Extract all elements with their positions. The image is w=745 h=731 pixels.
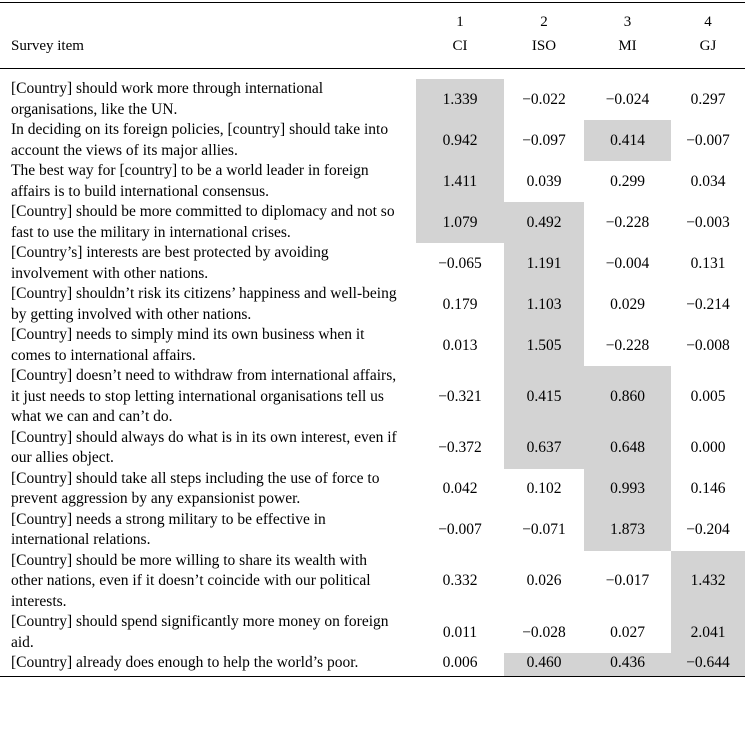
loading-cell-mi: −0.228	[605, 213, 650, 231]
table-row	[0, 325, 745, 366]
survey-item-text: [Country] should spend significantly more money on foreign aid.	[11, 613, 389, 651]
loading-cell-gj: 0.131	[690, 254, 726, 272]
loading-cell-ci: 0.042	[442, 480, 478, 497]
loading-cell-iso: −0.022	[522, 90, 566, 108]
loading-cell-iso: 0.460	[504, 653, 584, 676]
column-abbr: GJ	[699, 38, 717, 54]
loading-cell-iso: −0.097	[522, 131, 566, 149]
loading-cell-mi: 0.029	[610, 295, 645, 313]
loading-cell-ci: 0.011	[442, 623, 478, 641]
bottom-rule	[0, 676, 745, 677]
loading-cell-gj: 0.297	[690, 90, 726, 108]
column-header-gj	[671, 3, 745, 69]
loading-cell-mi: 0.027	[610, 623, 645, 641]
table-row	[0, 243, 745, 284]
loading-cell-gj: 1.432	[671, 551, 745, 613]
loading-cell-iso: 0.039	[526, 172, 562, 190]
loading-cell-ci: 0.179	[442, 295, 478, 313]
loading-cell-ci: 1.079	[416, 202, 504, 243]
column-abbr: CI	[452, 38, 468, 54]
loading-cell-iso: 0.102	[526, 480, 562, 497]
table-row	[0, 653, 745, 676]
loading-cell-iso: 0.637	[504, 428, 584, 469]
survey-item-text: [Country’s] interests are best protected by avoiding involvement with other nations.	[11, 244, 329, 282]
column-abbr: MI	[618, 38, 637, 54]
loading-cell-iso: 0.026	[526, 572, 562, 590]
loading-cell-gj: 2.041	[671, 612, 745, 653]
table-row	[0, 428, 745, 469]
table-row	[0, 510, 745, 551]
survey-item-text: [Country] should take all steps including the use of force to prevent aggression by any expansionist power.	[11, 469, 380, 507]
loading-cell-ci: −0.321	[438, 387, 482, 405]
table-row	[0, 366, 745, 428]
survey-item-text: The best way for [country] to be a world leader in foreign affairs is to build international consensus.	[11, 162, 369, 200]
table-row	[0, 161, 745, 202]
loading-cell-iso: −0.028	[522, 623, 566, 641]
loading-cell-ci: 0.006	[442, 654, 478, 672]
loading-cell-ci: −0.007	[438, 521, 482, 538]
loading-cell-gj: −0.007	[686, 131, 730, 149]
loading-cell-gj: 0.000	[690, 439, 726, 456]
column-header-ci	[416, 3, 504, 69]
table-row	[0, 79, 745, 120]
loading-cell-mi: 0.436	[584, 653, 671, 676]
column-number: 4	[704, 14, 712, 30]
table-row	[0, 202, 745, 243]
loading-cell-mi: −0.004	[605, 254, 650, 272]
loading-cell-iso: −0.071	[522, 521, 566, 538]
survey-item-header: Survey item	[0, 3, 416, 69]
loading-cell-mi: 0.993	[584, 469, 671, 510]
survey-item-text: [Country] shouldn’t risk its citizens’ happiness and well-being by getting involved with other nations.	[11, 285, 397, 323]
survey-item-text: [Country] should always do what is in its own interest, even if our allies object.	[11, 428, 397, 466]
header-spacer	[0, 69, 745, 80]
table-row	[0, 120, 745, 161]
loading-cell-mi: −0.017	[605, 572, 650, 590]
loading-cell-iso: 1.103	[504, 284, 584, 325]
survey-item-text: [Country] needs a strong military to be effective in international relations.	[11, 510, 326, 548]
table-row	[0, 612, 745, 653]
survey-item-text: [Country] doesn’t need to withdraw from international affairs, it just needs to stop letting international organisations tell us what we can and can’t do.	[11, 367, 397, 425]
column-number: 2	[540, 14, 548, 30]
loading-cell-mi: 0.299	[610, 172, 645, 190]
table-row	[0, 551, 745, 613]
loading-cell-ci: 0.942	[416, 120, 504, 161]
column-abbr: ISO	[531, 38, 557, 54]
loading-cell-gj: −0.214	[686, 295, 730, 313]
loading-cell-gj: −0.008	[686, 336, 730, 354]
loading-cell-gj: 0.005	[690, 387, 726, 405]
loading-cell-mi: −0.024	[605, 90, 650, 108]
loading-cell-mi: 0.648	[584, 428, 671, 469]
loading-cell-gj: 0.034	[690, 172, 726, 190]
column-number: 1	[456, 14, 464, 30]
loading-cell-mi: −0.228	[605, 336, 650, 354]
survey-item-text: [Country] already does enough to help the world’s poor.	[11, 654, 359, 671]
column-header-iso	[504, 3, 584, 69]
loading-cell-iso: 0.492	[504, 202, 584, 243]
loading-cell-ci: −0.065	[438, 254, 482, 272]
loading-cell-ci: 0.332	[442, 572, 478, 590]
column-header-mi	[584, 3, 671, 69]
loading-cell-mi: 1.873	[584, 510, 671, 551]
survey-item-text: [Country] should work more through international organisations, like the UN.	[11, 80, 324, 118]
loading-cell-ci: 1.411	[416, 161, 504, 202]
survey-item-text: [Country] needs to simply mind its own business when it comes to international affairs.	[11, 326, 365, 364]
survey-item-text: In deciding on its foreign policies, [country] should take into account the views of its major allies.	[11, 121, 389, 159]
loading-cell-gj: −0.204	[686, 521, 730, 538]
header-row	[0, 3, 745, 69]
loading-cell-mi: 0.860	[584, 366, 671, 428]
loading-cell-gj: −0.003	[686, 213, 730, 231]
loading-cell-gj: 0.146	[690, 480, 726, 497]
loading-cell-iso: 0.415	[504, 366, 584, 428]
column-number: 3	[623, 14, 632, 30]
loading-cell-mi: 0.414	[584, 120, 671, 161]
loading-cell-ci: 0.013	[442, 336, 478, 354]
table-body	[0, 69, 745, 677]
table-row	[0, 284, 745, 325]
survey-item-text: [Country] should be more committed to diplomacy and not so fast to use the military in international crises.	[11, 203, 395, 241]
loading-cell-gj: −0.644	[671, 653, 745, 676]
loading-cell-ci: 1.339	[416, 79, 504, 120]
loading-cell-iso: 1.505	[504, 325, 584, 366]
loadings-table	[0, 2, 745, 677]
survey-item-text: [Country] should be more willing to share its wealth with other nations, even if it doesn’t coincide with our political interests.	[11, 551, 371, 610]
loading-cell-ci: −0.372	[438, 439, 482, 456]
loading-cell-iso: 1.191	[504, 243, 584, 284]
table-row	[0, 469, 745, 510]
